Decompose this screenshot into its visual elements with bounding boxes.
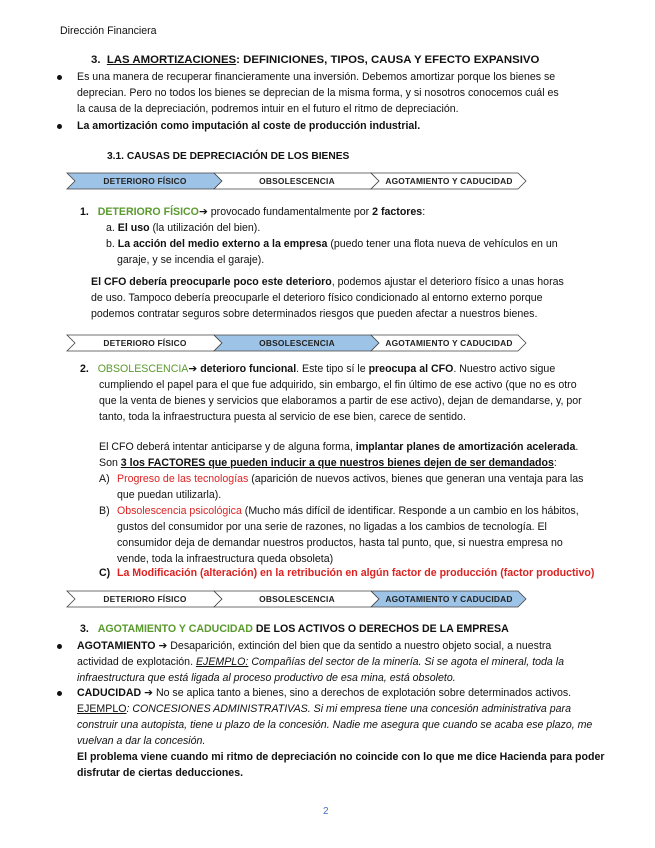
section-title-rest: : DEFINICIONES, TIPOS, CAUSA Y EFECTO EXPANSIVO: [236, 54, 540, 66]
caducidad-line2: [77, 702, 571, 716]
bullet-dot: [57, 75, 62, 80]
item1-p-bold: El CFO debería preocuparle poco este deterioro: [91, 276, 332, 288]
factor-c-label: C): [99, 567, 111, 579]
item2-son-line: [99, 456, 557, 470]
factor-a-rest: (aparición de nuevos activos, bienes que generan una ventaja para las: [248, 473, 584, 485]
arrow-right-icon: ➔: [188, 363, 198, 375]
factor-a-line2: que puedan utilizarla).: [117, 489, 222, 501]
item1-a-prefix: a.: [106, 222, 118, 234]
bullet-dot: [57, 644, 62, 649]
item1-a-bold: El uso: [117, 222, 150, 234]
item1-heading: [80, 205, 425, 219]
chevron-label-obsolescencia: OBSOLESCENCIA: [259, 338, 335, 348]
chevron-label-deterioro: DETERIORO FÍSICO: [103, 338, 187, 348]
arrow-right-icon: ➔: [198, 206, 208, 218]
factor-a-red: Progreso de las tecnologías: [117, 473, 249, 485]
item2-line4: tanto, toda la infraestructura puesta al servicio de ese bien, carece de sentido.: [99, 411, 466, 423]
agotamiento-rest: Desaparición, extinción del bien que da sentido a nuestro objeto social, a nuestra: [167, 640, 552, 652]
item2-line2: cumpliendo el papel para el que fue adquirido, sin embargo, el fin último de ese activo (que no es otro: [99, 379, 577, 391]
bullet-dot: [57, 124, 62, 129]
item2-bold2: preocupa al CFO: [368, 363, 454, 375]
process-bar-2: [66, 334, 528, 352]
chevron-label-deterioro: DETERIORO FÍSICO: [103, 176, 187, 186]
process-bar-3: [66, 590, 528, 608]
item2-number: 2.: [80, 363, 89, 375]
factor-b-line4: vende, toda la infraestructura queda obsoleta): [117, 553, 334, 565]
item1-paragraph-line1: [91, 275, 564, 289]
caducidad-line1: [77, 686, 571, 700]
caducidad-line4: vuelvan a dar la concesión.: [77, 735, 206, 747]
intro-bullet1-line1: Es una manera de recuperar financieramente una inversión. Debemos amortizar porque los bienes se: [77, 71, 556, 83]
agotamiento-line1: [77, 639, 551, 653]
item3-heading: [80, 622, 509, 636]
factor-b-label: B): [99, 505, 110, 517]
agotamiento-example: Compañías del sector de la minería. Si se agota el mineral, toda la: [248, 656, 564, 668]
intro-bullet1-line3: la causa de la depreciación, podremos intuir en el futuro el ritmo de depreciación.: [77, 103, 459, 115]
factor-b-rest: (Mucho más difícil de identificar. Responde a un cambio en los hábitos,: [241, 505, 579, 517]
section-title-underlined: LAS AMORTIZACIONES: [106, 54, 237, 66]
factor-c-text: La Modificación (alteración) en la retribución en algún factor de producción (factor productivo): [117, 567, 595, 579]
item2-name: OBSOLESCENCIA: [97, 363, 189, 375]
item1-text-a: provocado fundamentalmente por: [207, 206, 373, 218]
intro-bullet1-line2: deprecian. Pero no todos los bienes se deprecian de la misma forma, y si nosotros conocemos cuál es: [77, 87, 559, 99]
item2-son-end: :: [553, 457, 557, 469]
bullet-dot: [57, 691, 62, 696]
intro-bullet2: La amortización como imputación al coste de producción industrial.: [77, 120, 421, 132]
process-bar-1: [66, 172, 528, 190]
item2-son-bold: 3 los FACTORES que pueden inducir a que nuestros bienes dejen de ser demandados: [120, 457, 554, 469]
final-line1: El problema viene cuando mi ritmo de depreciación no coincide con lo que me dice Hacienda para poder: [77, 751, 605, 763]
agotamiento-bold: AGOTAMIENTO: [77, 640, 156, 652]
item1-p-rest: , podemos ajustar el deterioro físico a unas horas: [331, 276, 564, 288]
caducidad-rest: No se aplica tanto a bienes, sino a derechos de explotación sobre determinados activos.: [153, 687, 572, 699]
item1-a-rest: (la utilización del bien).: [149, 222, 261, 234]
agotamiento-line3: infraestructura que está ligada al proceso productivo de esa mina, está obsoleto.: [77, 672, 456, 684]
agotamiento-example-label: EJEMPLO:: [195, 656, 249, 668]
item1-name: DETERIORO FÍSICO: [97, 206, 199, 218]
item1-number: 1.: [80, 206, 89, 218]
caducidad-example-label: EJEMPLO: [77, 703, 127, 715]
item1-factor-a: [106, 221, 260, 235]
caducidad-bold: CADUCIDAD: [77, 687, 142, 699]
item1-text-c: :: [422, 206, 426, 218]
item3-title-rest: DE LOS ACTIVOS O DERECHOS DE LA EMPRESA: [252, 623, 509, 635]
chevron-label-obsolescencia: OBSOLESCENCIA: [259, 594, 335, 604]
chevron-label-agotamiento: AGOTAMIENTO Y CADUCIDAD: [385, 176, 513, 186]
item2-cfo-a: El CFO deberá intentar anticiparse y de alguna forma,: [99, 441, 356, 453]
item2-cfo-end: .: [575, 441, 579, 453]
item3-name: AGOTAMIENTO Y CADUCIDAD: [97, 623, 253, 635]
item1-b-rest: (puedo tener una flota nueva de vehículos en un: [327, 238, 558, 250]
page-number: 2: [323, 806, 329, 817]
chevron-label-agotamiento: AGOTAMIENTO Y CADUCIDAD: [385, 594, 513, 604]
item1-paragraph-line3: podemos contratar seguros sobre determinados riesgos que pueden afectar a nuestros bienes.: [91, 308, 538, 320]
arrow-right-icon: ➔: [144, 687, 153, 699]
agotamiento-line2-text: actividad de explotación.: [77, 656, 196, 668]
caducidad-example: : CONCESIONES ADMINISTRATIVAS. Si mi empresa tiene una concesión administrativa para: [126, 703, 571, 715]
factor-b-line3: consumidor deja de demandar nuestros productos, hasta tal punto, que, si nuestra empresa no: [117, 537, 563, 549]
item2-son-a: Son: [99, 457, 121, 469]
item1-factor-b: [106, 237, 558, 251]
chevron-label-deterioro: DETERIORO FÍSICO: [103, 594, 187, 604]
item2-cfo-bold: implantar planes de amortización acelerada: [355, 441, 576, 453]
item1-b-prefix: b.: [106, 238, 118, 250]
final-line2: disfrutar de ciertas deducciones.: [77, 767, 244, 779]
item1-text-b: 2 factores: [372, 206, 423, 218]
factor-b-red: Obsolescencia psicológica: [117, 505, 242, 517]
item2-bold1: deterioro funcional: [197, 363, 297, 375]
page-header: Dirección Financiera: [60, 25, 157, 37]
factor-a-line1: [117, 472, 583, 486]
item3-number: 3.: [80, 623, 89, 635]
item2-line3: que la venta de bienes y servicios que elaboramos a partir de ese activo), dejan de demandarse, y, por: [99, 395, 582, 407]
item2-t1: . Este tipo sí le: [296, 363, 369, 375]
chevron-label-agotamiento: AGOTAMIENTO Y CADUCIDAD: [385, 338, 513, 348]
item2-heading: [80, 362, 555, 376]
caducidad-line3: construir una autopista, tiene u plazo de la concesión. Nadie me asegura que cuando se acaba ese plazo, me: [77, 719, 593, 731]
factor-b-line2: gustos del consumidor por una serie de razones, no ligadas a los cambios de tecnología. El: [117, 521, 547, 533]
item1-b-bold: La acción del medio externo a la empresa: [117, 238, 328, 250]
item1-paragraph-line2: de uso. Tampoco debería preocuparle el deterioro físico condicionado al entorno externo porque: [91, 292, 543, 304]
agotamiento-line2: [77, 655, 564, 669]
item2-t2: . Nuestro activo sigue: [453, 363, 556, 375]
arrow-right-icon: ➔: [158, 640, 168, 652]
factor-a-label: A): [99, 473, 110, 485]
section-title: [91, 53, 539, 67]
subsection-title: 3.1. CAUSAS DE DEPRECIACIÓN DE LOS BIENES: [107, 151, 350, 162]
factor-b-line1: [117, 504, 579, 518]
chevron-label-obsolescencia: OBSOLESCENCIA: [259, 176, 335, 186]
item2-cfo-line: [99, 440, 578, 454]
item1-factor-b-line2: garaje, y se incendia el garaje).: [117, 254, 265, 266]
section-number: 3.: [91, 54, 101, 66]
